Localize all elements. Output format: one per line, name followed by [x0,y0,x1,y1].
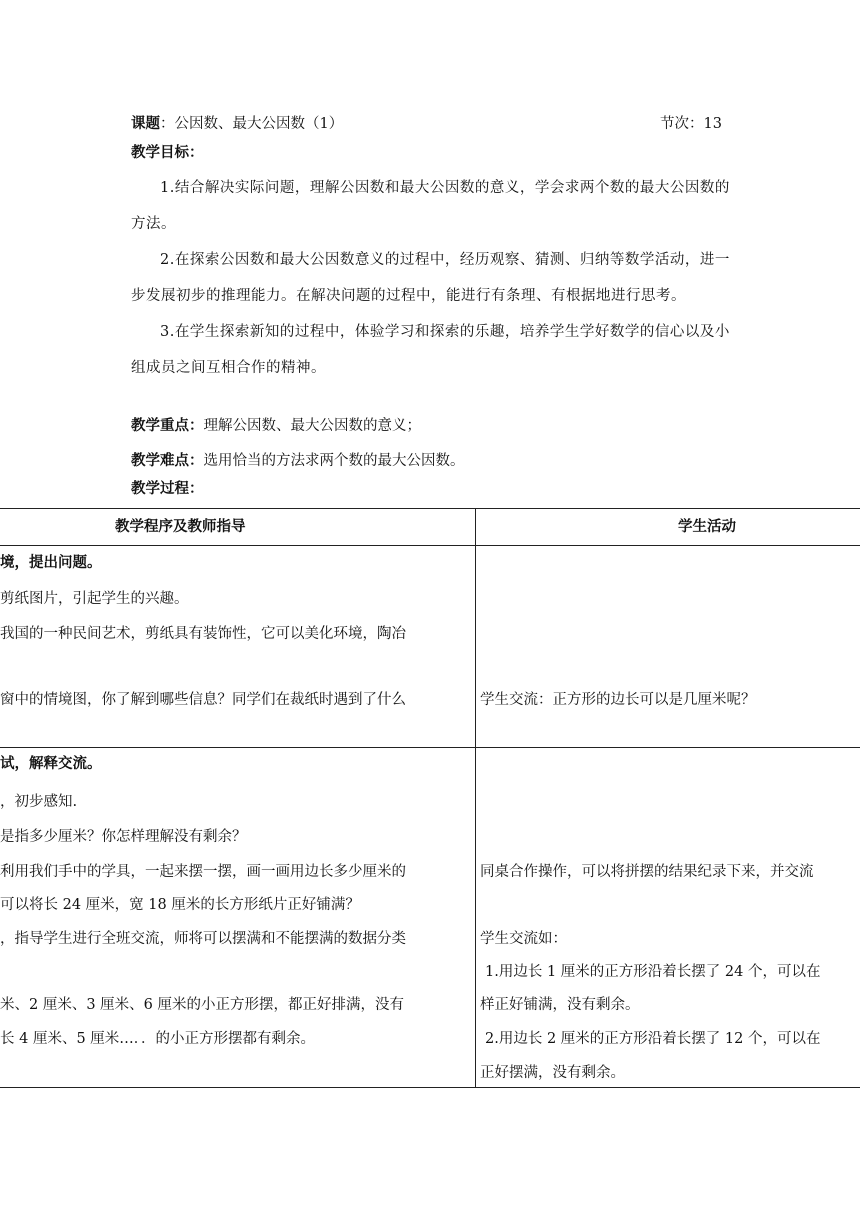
key-point-value: 理解公因数、最大公因数的意义； [203,418,421,434]
key-point-label: 教学重点： [131,417,204,434]
header-divider [0,545,860,546]
left-row-7: 是指多少厘米？你怎样理解没有剩余？ [0,829,247,845]
key-point-line [131,414,421,435]
objective-item-1: 1.结合解决实际问题，理解公因数和最大公因数的意义，学会求两个数的最大公因数的方法。 [131,180,730,232]
left-row-5: 试，解释交流。 [0,755,102,772]
left-row-9: 可以将长 24 厘米，宽 18 厘米的长方形纸片正好铺满？ [0,897,360,913]
right-row-1: 学生交流：正方形的边长可以是几厘米呢？ [480,692,756,708]
table-header-right: 学生活动 [678,518,736,535]
objectives-label: 教学目标： [131,144,204,161]
right-row-2: 同桌合作操作，可以将拼摆的结果纪录下来，并交流 [480,864,814,880]
column-divider [475,509,476,1087]
left-row-4: 窗中的情境图，你了解到哪些信息？同学们在裁纸时遇到了什么 [0,692,406,708]
topic-label: 课题 [131,115,160,132]
left-row-1: 境，提出问题。 [0,554,102,571]
left-row-3: 我国的一种民间艺术，剪纸具有装饰性，它可以美化环境，陶冶 [0,626,406,642]
objectives-list [131,170,731,386]
right-row-3: 学生交流如： [480,931,567,947]
topic-value: ：公因数、最大公因数（1） [160,116,344,132]
left-row-12: 长 4 厘米、5 厘米…．．的小正方形摆都有剩余。 [0,1031,316,1047]
section-divider [0,747,860,748]
right-row-6: 2.用边长 2 厘米的正方形沿着长摆了 12 个，可以在 [485,1031,821,1047]
objective-item-2: 2.在探索公因数和最大公因数意义的过程中，经历观察、猜测、归纳等数学活动，进一步发展初步的推理能力。在解决问题的过程中，能进行有条理、有根据地进行思考。 [131,252,730,304]
right-row-5: 样正好铺满，没有剩余。 [480,997,640,1013]
left-row-10: ，指导学生进行全班交流，师将可以摆满和不能摆满的数据分类 [0,931,406,947]
left-row-2: 剪纸图片，引起学生的兴趣。 [0,591,189,607]
process-label: 教学过程： [131,480,204,497]
left-row-8: 利用我们手中的学具，一起来摆一摆，画一画用边长多少厘米的 [0,864,406,880]
table-header-left: 教学程序及教师指导 [115,518,246,535]
objective-item-3: 3.在学生探索新知的过程中，体验学习和探索的乐趣，培养学生学好数学的信心以及小组成员之间互相合作的精神。 [131,324,730,376]
session-number: 节次：13 [660,116,722,132]
difficulty-line [131,449,465,470]
right-row-4: 1.用边长 1 厘米的正方形沿着长摆了 24 个，可以在 [485,964,821,980]
right-row-7: 正好摆满，没有剩余。 [480,1065,625,1081]
difficulty-value: 选用恰当的方法求两个数的最大公因数。 [203,453,465,469]
difficulty-label: 教学难点： [131,452,204,469]
topic-line [131,112,343,133]
teaching-process-table [0,508,860,1088]
left-row-11: 米、2 厘米、3 厘米、6 厘米的小正方形摆，都正好排满，没有 [0,997,405,1013]
left-row-6: ，初步感知. [0,794,78,810]
